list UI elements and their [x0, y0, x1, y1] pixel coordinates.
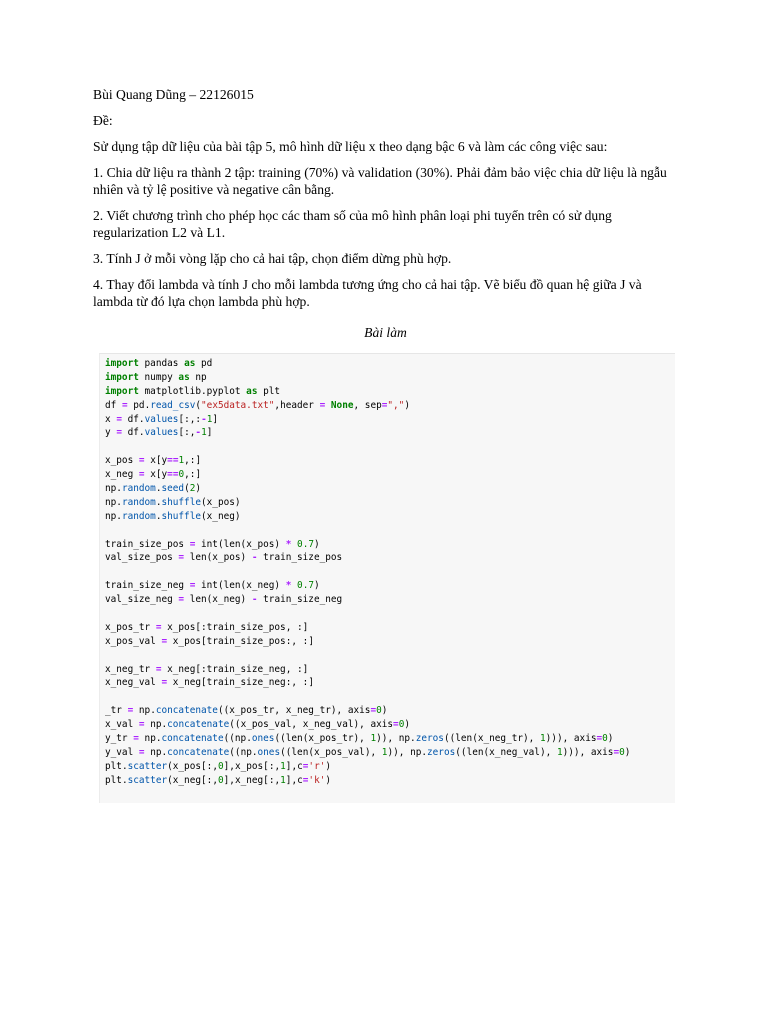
- code-line: y_val = np.concatenate((np.ones((len(x_pos_val), 1)), np.zeros((len(x_neg_val), 1))), axis=0): [105, 746, 631, 758]
- code-line: [105, 649, 675, 663]
- task-item: 4. Thay đổi lambda và tính J cho mỗi lambda tương ứng cho cả hai tập. Vẽ biểu đồ quan hệ giữa J và lambda từ đó lựa chọn lambda phù hợp.: [93, 277, 642, 309]
- code-line: train_size_neg = int(len(x_neg) * 0.7): [105, 580, 320, 592]
- code-line: x_neg_val = x_neg[train_size_neg:, :]: [105, 677, 314, 689]
- task-item: 1. Chia dữ liệu ra thành 2 tập: training (70%) và validation (30%). Phải đảm bảo việc chia dữ liệu là ngẫu nhiên và tỷ lệ positive và negative cân bằng.: [93, 165, 667, 197]
- code-line: x_pos = x[y==1,:]: [105, 455, 202, 467]
- code-line: [105, 607, 675, 621]
- code-line: plt.scatter(x_pos[:,0],x_pos[:,1],c='r'): [105, 760, 332, 772]
- code-line: [105, 690, 675, 704]
- assignment-label: Đề:: [93, 113, 113, 128]
- code-line: x = df.values[:,:-1]: [105, 413, 219, 425]
- code-line: x_pos_tr = x_pos[:train_size_pos, :]: [105, 621, 309, 633]
- task-item: 3. Tính J ở mỗi vòng lặp cho cả hai tập, chọn điểm dừng phù hợp.: [93, 251, 452, 266]
- code-line: [105, 524, 675, 538]
- code-line: _tr = np.concatenate((x_pos_tr, x_neg_tr), axis=0): [105, 705, 388, 717]
- code-line: x_pos_val = x_pos[train_size_pos:, :]: [105, 635, 314, 647]
- code-line: train_size_pos = int(len(x_pos) * 0.7): [105, 538, 320, 550]
- code-line: import numpy as np: [105, 371, 207, 383]
- author-line: Bùi Quang Dũng – 22126015: [93, 87, 254, 102]
- section-heading: Bài làm: [364, 325, 407, 340]
- code-line: val_size_pos = len(x_pos) - train_size_pos: [105, 552, 343, 564]
- code-line: plt.scatter(x_neg[:,0],x_neg[:,1],c='k'): [105, 774, 332, 786]
- text-block: [93, 86, 678, 350]
- code-line: x_neg_tr = x_neg[:train_size_neg, :]: [105, 663, 309, 675]
- code-line: [105, 440, 675, 454]
- code-line: df = pd.read_csv("ex5data.txt",header = None, sep=","): [105, 399, 410, 411]
- task-item: 2. Viết chương trình cho phép học các tham số của mô hình phân loại phi tuyến trên có sử dụng regularization L2 và L1.: [93, 208, 612, 240]
- code-line: np.random.shuffle(x_pos): [105, 496, 241, 508]
- code-line: y = df.values[:,-1]: [105, 427, 213, 439]
- code-line: import pandas as pd: [105, 358, 213, 369]
- code-line: val_size_neg = len(x_neg) - train_size_neg: [105, 594, 343, 606]
- assignment-intro: Sử dụng tập dữ liệu của bài tập 5, mô hình dữ liệu x theo dạng bậc 6 và làm các công việc sau:: [93, 139, 608, 154]
- code-line: np.random.shuffle(x_neg): [105, 510, 241, 522]
- code-line: x_val = np.concatenate((x_pos_val, x_neg_val), axis=0): [105, 719, 411, 731]
- code-line: import matplotlib.pyplot as plt: [105, 385, 281, 397]
- code-line: [105, 565, 675, 579]
- code-line: np.random.seed(2): [105, 483, 202, 495]
- code-line: y_tr = np.concatenate((np.ones((len(x_pos_tr), 1)), np.zeros((len(x_neg_tr), 1))), axis=0): [105, 733, 614, 745]
- code-screenshot: [99, 353, 675, 803]
- code-line: x_neg = x[y==0,:]: [105, 469, 202, 481]
